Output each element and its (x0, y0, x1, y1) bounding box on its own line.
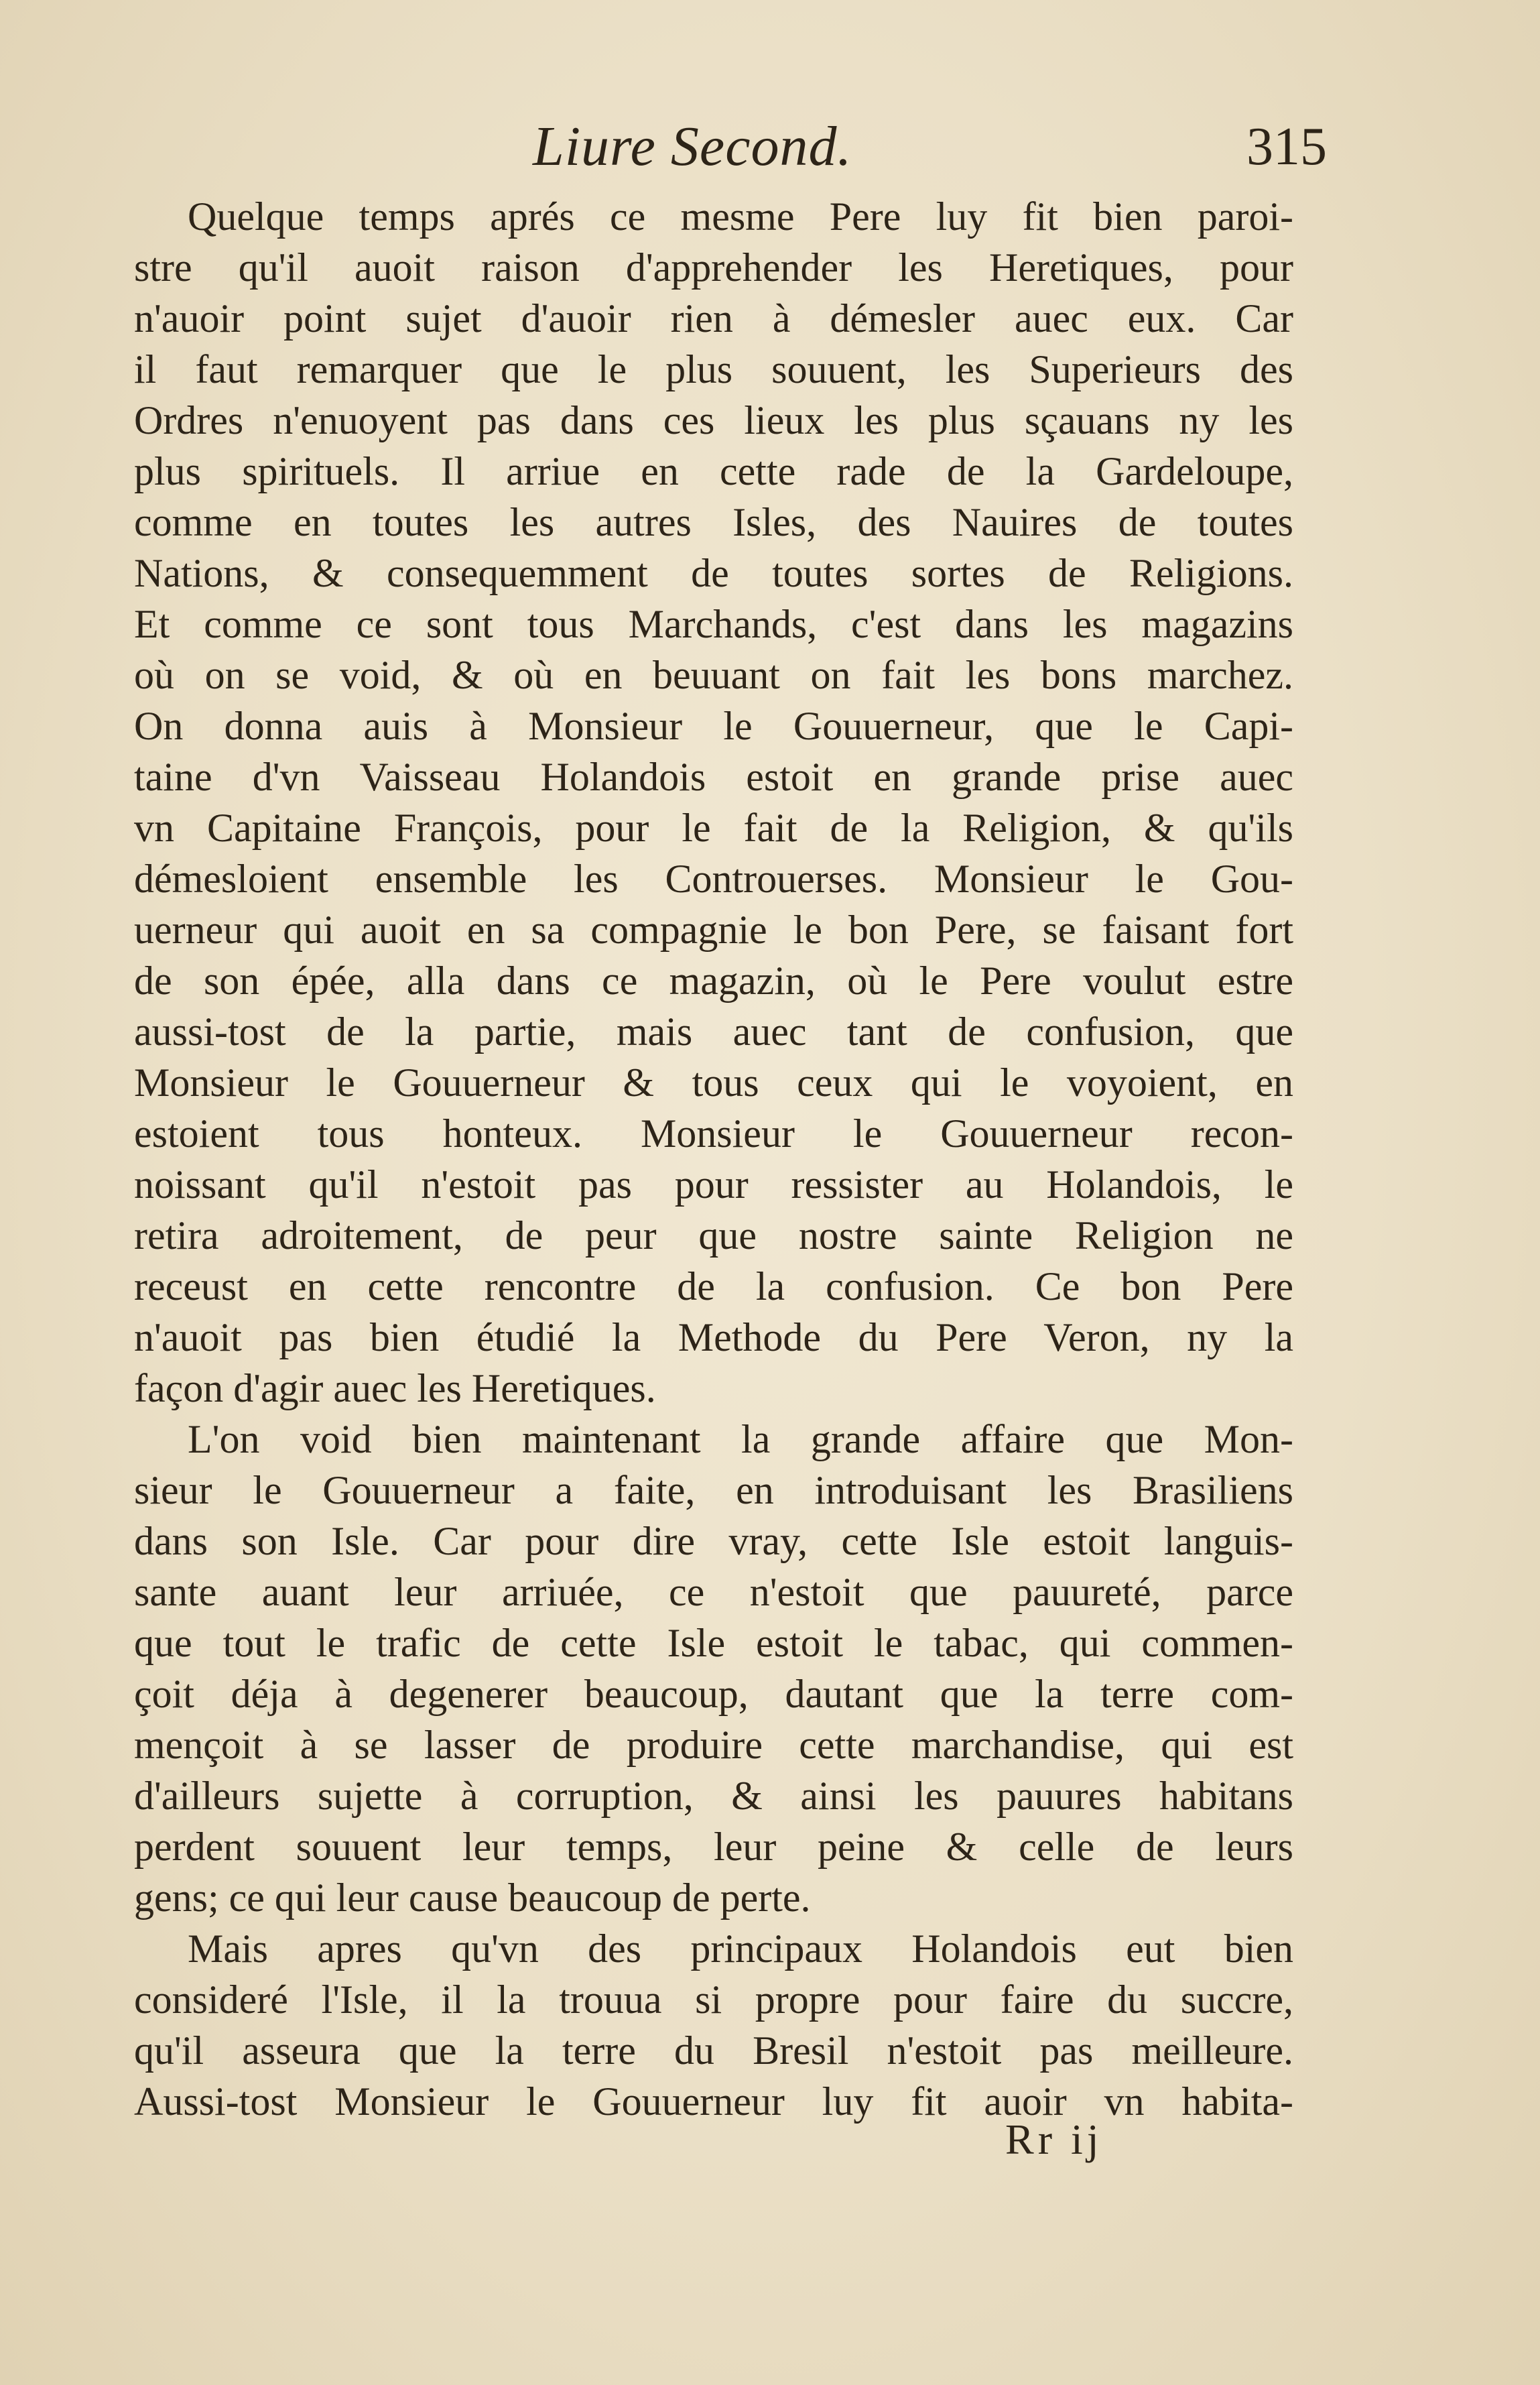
text-line: il faut remarquer que le plus souuent, les Superieurs des (134, 347, 1293, 391)
text-line: çoit déja à degenerer beaucoup, dautant que la terre com- (134, 1672, 1293, 1716)
text-line: estoient tous honteux. Monsieur le Gouuerneur recon- (134, 1111, 1293, 1156)
paragraph-3 (134, 1923, 1293, 2127)
text-line: sieur le Gouuerneur a faite, en introduisant les Brasiliens (134, 1468, 1293, 1512)
text-line: Monsieur le Gouuerneur & tous ceux qui le voyoient, en (134, 1060, 1293, 1105)
body-text (134, 191, 1293, 2127)
text-line: gens; ce qui leur cause beaucoup de perte. (134, 1876, 811, 1920)
text-line: uerneur qui auoit en sa compagnie le bon Pere, se faisant fort (134, 908, 1293, 952)
text-line: sante auant leur arriuée, ce n'estoit que pauureté, parce (134, 1570, 1293, 1614)
text-line: Et comme ce sont tous Marchands, c'est dans les magazins (134, 602, 1293, 646)
text-line: n'auoit pas bien étudié la Methode du Pere Veron, ny la (134, 1315, 1293, 1359)
text-line: aussi-tost de la partie, mais auec tant de confusion, que (134, 1010, 1293, 1054)
text-line: Mais apres qu'vn des principaux Holandois eut bien (188, 1927, 1293, 1971)
paragraph-1 (134, 191, 1293, 1414)
text-line: Ordres n'enuoyent pas dans ces lieux les plus sçauans ny les (134, 398, 1293, 442)
text-line: stre qu'il auoit raison d'apprehender les Heretiques, pour (134, 245, 1293, 290)
text-line: noissant qu'il n'estoit pas pour ressister au Holandois, le (134, 1162, 1293, 1207)
running-head: Liure Second. (533, 115, 852, 178)
text-line: plus spirituels. Il arriue en cette rade de la Gardeloupe, (134, 449, 1293, 493)
text-line: façon d'agir auec les Heretiques. (134, 1366, 656, 1410)
text-line: L'on void bien maintenant la grande affaire que Mon- (188, 1417, 1293, 1461)
text-line: mençoit à se lasser de produire cette marchandise, qui est (134, 1723, 1293, 1767)
text-line: de son épée, alla dans ce magazin, où le Pere voulut estre (134, 959, 1293, 1003)
signature-mark: Rr ij (1005, 2116, 1103, 2163)
text-line: que tout le trafic de cette Isle estoit le tabac, qui commen- (134, 1621, 1293, 1665)
text-line: dans son Isle. Car pour dire vray, cette Isle estoit languis- (134, 1519, 1293, 1563)
text-line: n'auoir point sujet d'auoir rien à démesler auec eux. Car (134, 296, 1293, 341)
text-line: On donna auis à Monsieur le Gouuerneur, que le Capi- (134, 704, 1293, 748)
text-line: perdent souuent leur temps, leur peine & celle de leurs (134, 1825, 1293, 1869)
text-line: qu'il asseura que la terre du Bresil n'estoit pas meilleure. (134, 2028, 1293, 2073)
text-line: retira adroitement, de peur que nostre sainte Religion ne (134, 1213, 1293, 1258)
text-line: taine d'vn Vaisseau Holandois estoit en grande prise auec (134, 755, 1293, 799)
paragraph-2 (134, 1414, 1293, 1923)
text-line: Quelque temps aprés ce mesme Pere luy fit bien paroi- (188, 194, 1293, 239)
text-line: consideré l'Isle, il la trouua si propre pour faire du succre, (134, 1977, 1293, 2022)
text-line: démesloient ensemble les Controuerses. Monsieur le Gou- (134, 857, 1293, 901)
text-line: vn Capitaine François, pour le fait de la Religion, & qu'ils (134, 806, 1293, 850)
text-line: comme en toutes les autres Isles, des Nauires de toutes (134, 500, 1293, 544)
page-header (121, 101, 1327, 181)
text-line: Aussi-tost Monsieur le Gouuerneur luy fit auoir vn habita- (134, 2079, 1293, 2124)
text-line: Nations, & consequemment de toutes sortes de Religions. (134, 551, 1293, 595)
text-line: où on se void, & où en beuuant on fait les bons marchez. (134, 653, 1293, 697)
text-line: d'ailleurs sujette à corruption, & ainsi les pauures habitans (134, 1774, 1293, 1818)
text-line: receust en cette rencontre de la confusion. Ce bon Pere (134, 1264, 1293, 1308)
page-number: 315 (1246, 117, 1327, 176)
